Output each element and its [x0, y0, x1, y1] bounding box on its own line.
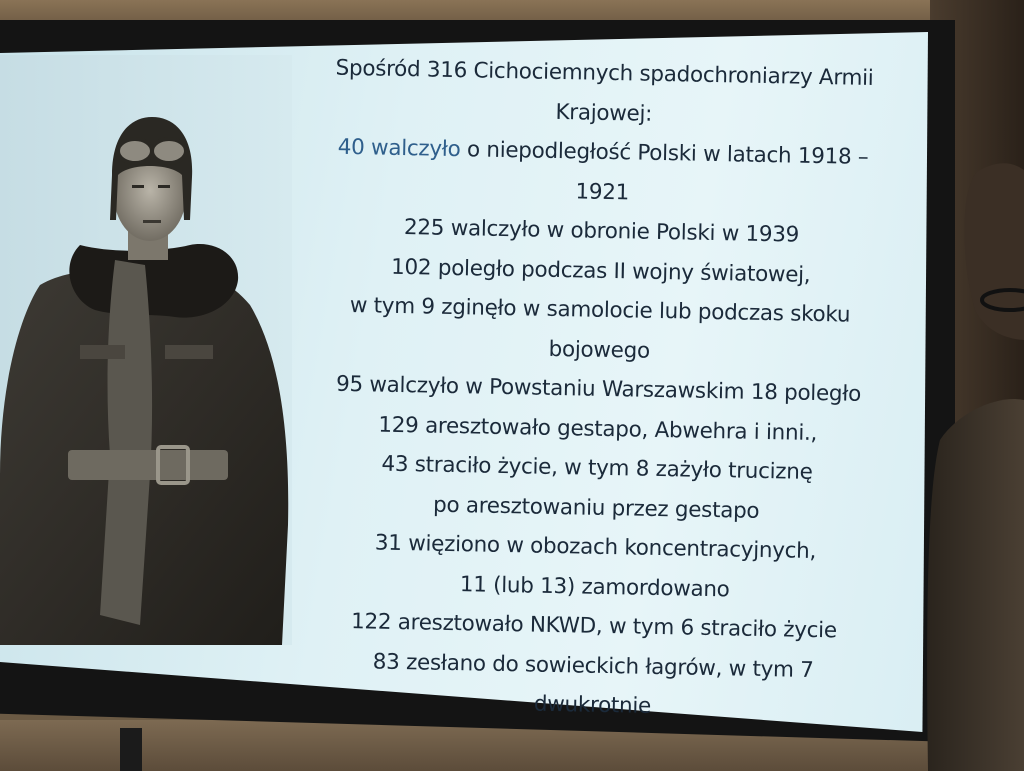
slide-line: 95 walczyło w Powstaniu Warszawskim 18 poległo [335, 371, 862, 407]
slide-accent-text: 40 walczyło [337, 134, 461, 163]
slide-line: 11 (lub 13) zamordowano [459, 571, 730, 602]
slide-line: dwukrotnie [533, 691, 652, 719]
slide-line: 225 walczyło w obronie Polski w 1939 [403, 215, 800, 248]
aviator-portrait-photo [0, 55, 292, 645]
slide-line: 83 zesłano do sowieckich łagrów, w tym 7 [372, 649, 814, 683]
tv-stand [120, 728, 142, 771]
slide-line: w tym 9 zginęło w samolocie lub podczas skoku [349, 293, 851, 328]
slide-text-block [287, 48, 910, 731]
slide-line: 43 straciło życie, w tym 8 zażyło truciznę [381, 451, 813, 485]
slide-line: bojowego [548, 336, 651, 364]
slide-line-rest: o niepodległość Polski w latach 1918 – [460, 137, 869, 170]
slide-line: 1921 [575, 178, 630, 205]
slide-line: 122 aresztowało NKWD, w tym 6 straciło życie [350, 609, 837, 644]
slide-line: Spośród 316 Cichociemnych spadochroniarzy Armii [335, 55, 874, 92]
slide-line: 129 aresztowało gestapo, Abwehra i inni., [378, 412, 818, 446]
slide-line: po aresztowaniu przez gestapo [432, 492, 760, 524]
presenter-person [920, 150, 1024, 771]
slide-line: 102 poległo podczas II wojny światowej, [390, 254, 811, 288]
slide-line: Krajowej: [555, 99, 653, 127]
slide-line: 31 więziono w obozach koncentracyjnych, [374, 530, 817, 564]
